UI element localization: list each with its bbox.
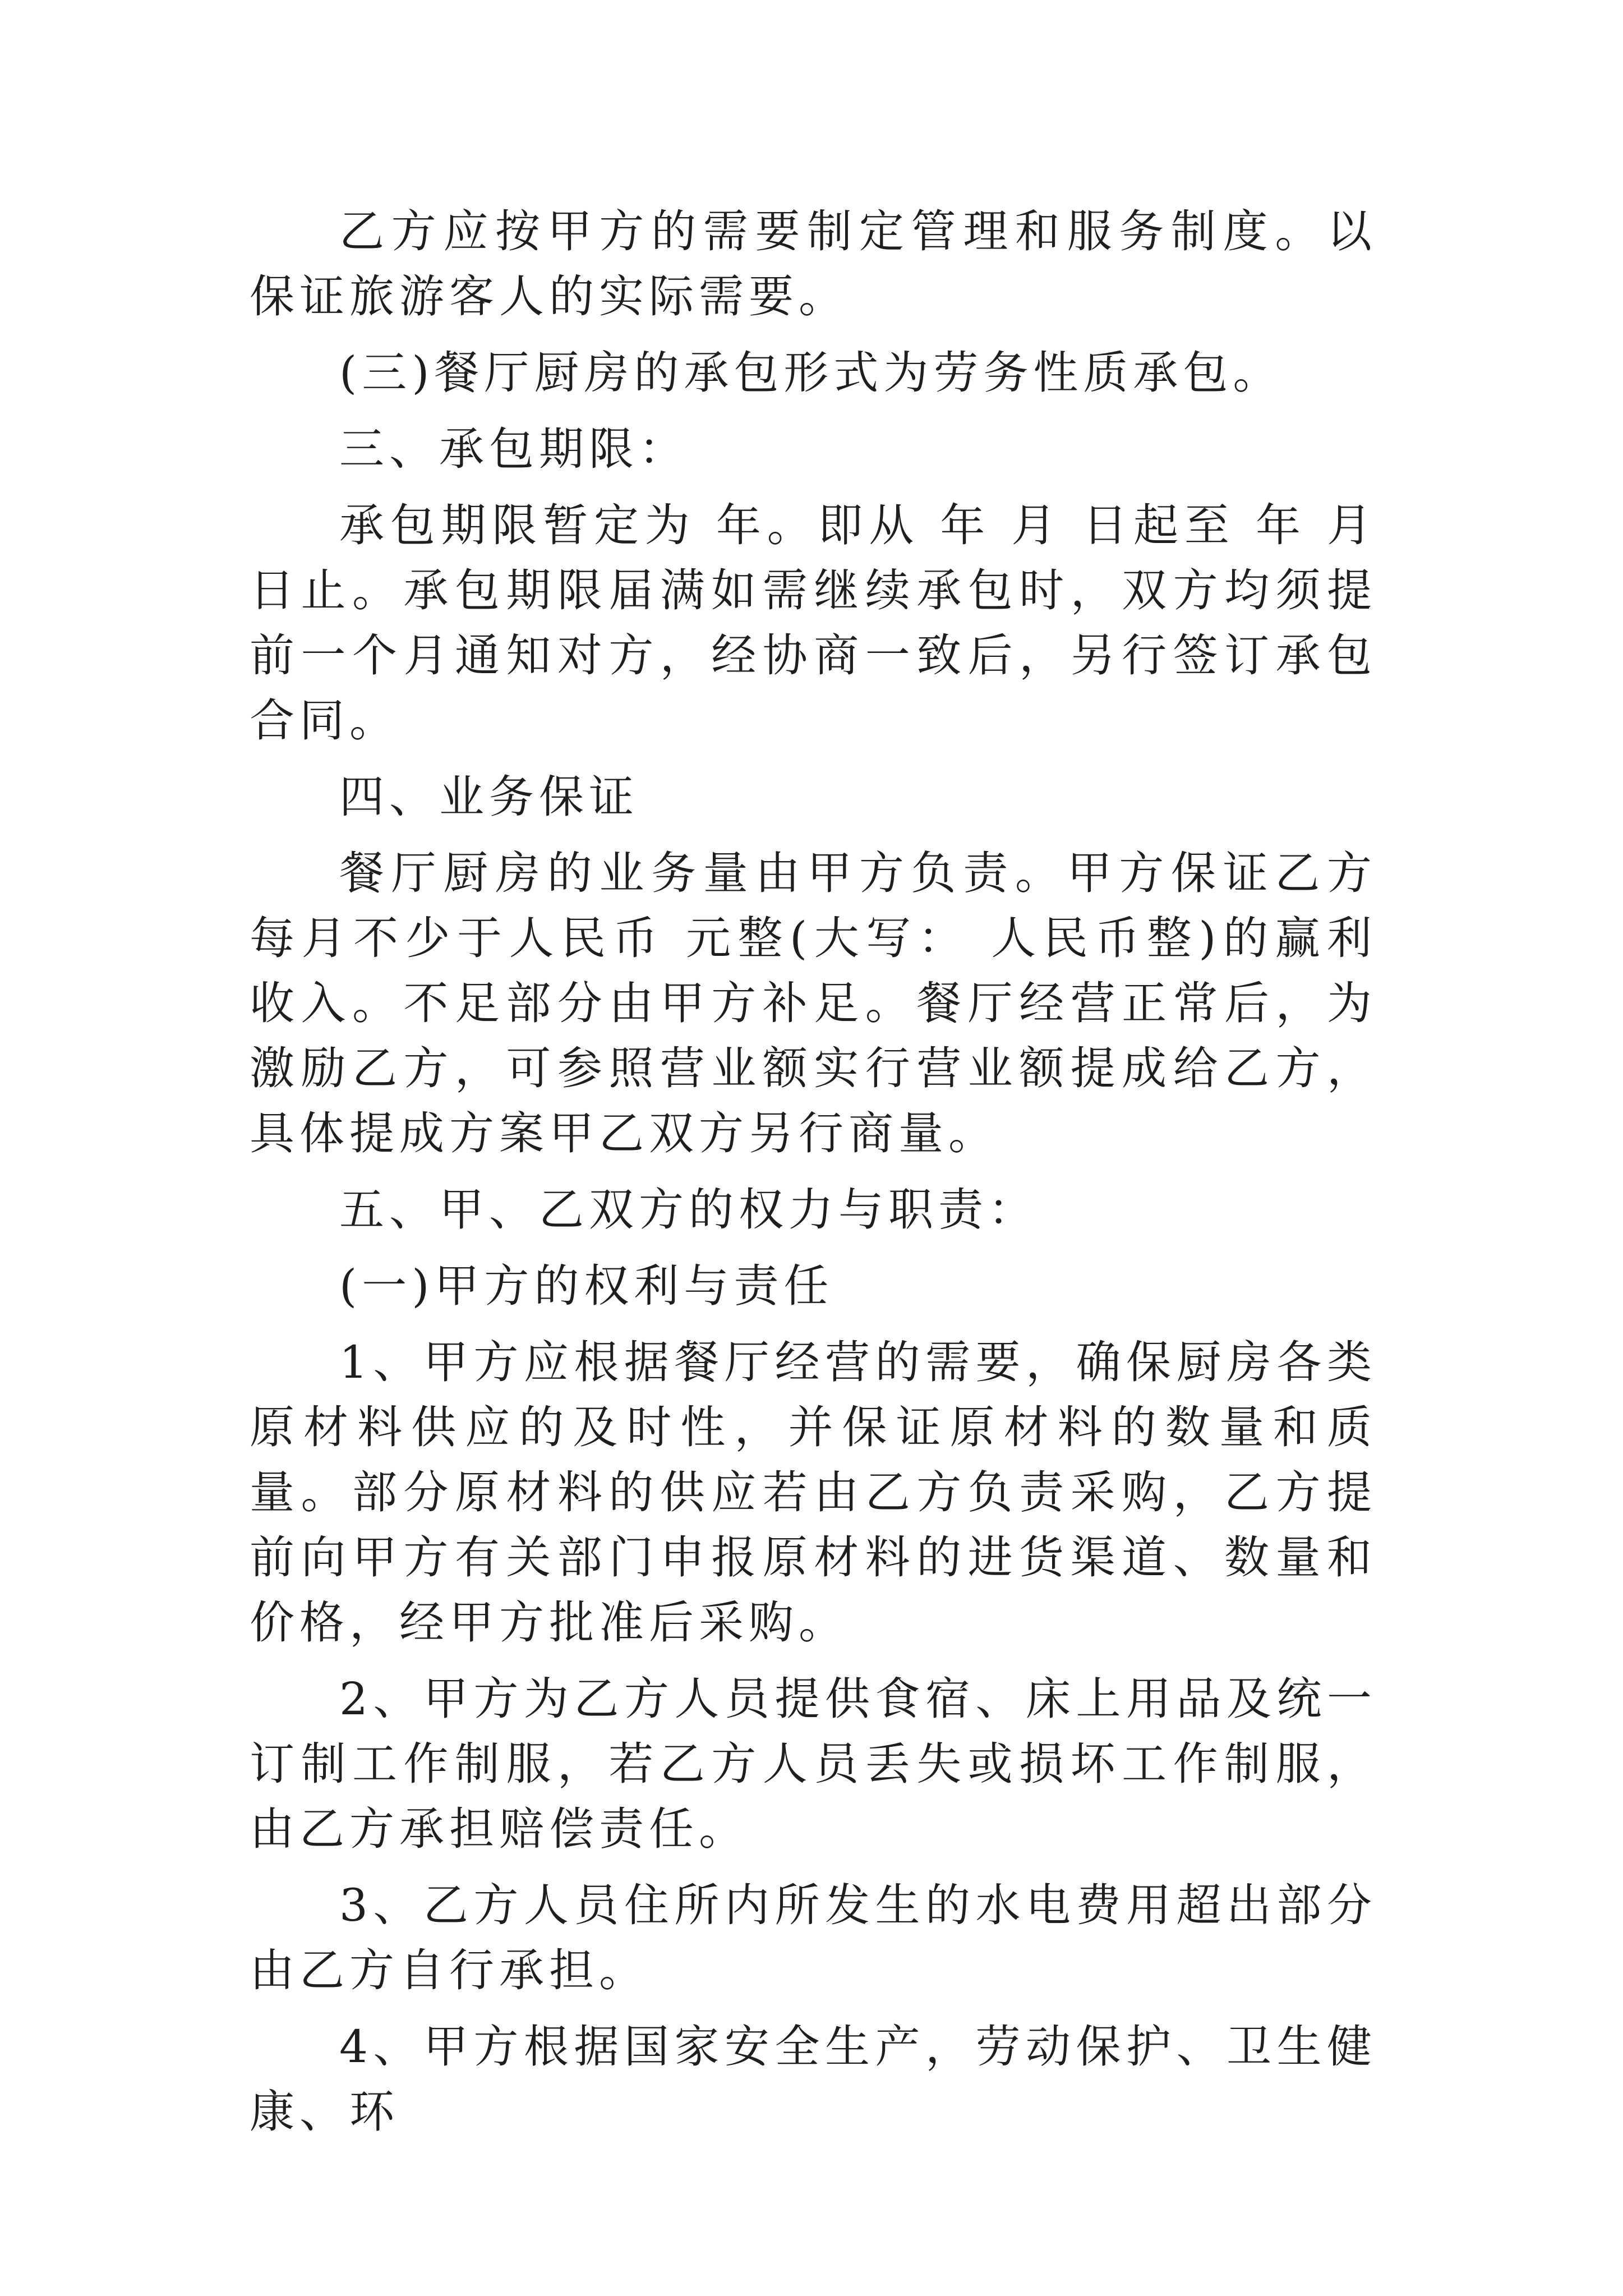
paragraph-contract-form: (三)餐厅厨房的承包形式为劳务性质承包。	[339, 347, 1283, 399]
paragraph-business-guarantee: 餐厅厨房的业务量由甲方负责。甲方保证乙方每月不少于人民币 元整(大写： 人民币整)的赢利收入。不足部分由甲方补足。餐厅经营正常后，为激励乙方，可参照营业额实行营业额提成给乙方，具体提成方案甲乙双方另行商量。	[250, 847, 1377, 1159]
clause-2-uniforms: 2、甲方为乙方人员提供食宿、床上用品及统一订制工作制服，若乙方人员丢失或损坏工作制服，由乙方承担赔偿责任。	[250, 1673, 1377, 1855]
heading-business-guarantee: 四、业务保证	[339, 771, 639, 823]
paragraph-contract-term: 承包期限暂定为 年。即从 年 月 日起至 年 月 日止。承包期限届满如需继续承包时，双方均须提前一个月通知对方，经协商一致后，另行签订承包合同。	[250, 499, 1396, 747]
clause-1-materials: 1、甲方应根据餐厅经营的需要，确保厨房各类原材料供应的及时性，并保证原材料的数量和质量。部分原材料的供应若由乙方负责采购，乙方提前向甲方有关部门申报原材料的进货渠道、数量和价格，经甲方批准后采购。	[250, 1336, 1377, 1649]
heading-party-a-rights: (一)甲方的权利与责任	[339, 1260, 834, 1312]
clause-4-safety: 4、甲方根据国家安全生产，劳动保护、卫生健康、环	[250, 2021, 1377, 2138]
heading-contract-term: 三、承包期限：	[339, 423, 689, 475]
clause-3-utilities: 3、乙方人员住所内所发生的水电费用超出部分由乙方自行承担。	[250, 1879, 1377, 1996]
paragraph-service-system: 乙方应按甲方的需要制定管理和服务制度。以保证旅游客人的实际需要。	[250, 205, 1377, 323]
heading-rights-duties: 五、甲、乙双方的权力与职责：	[339, 1184, 1038, 1236]
contract-body	[250, 199, 1396, 2145]
